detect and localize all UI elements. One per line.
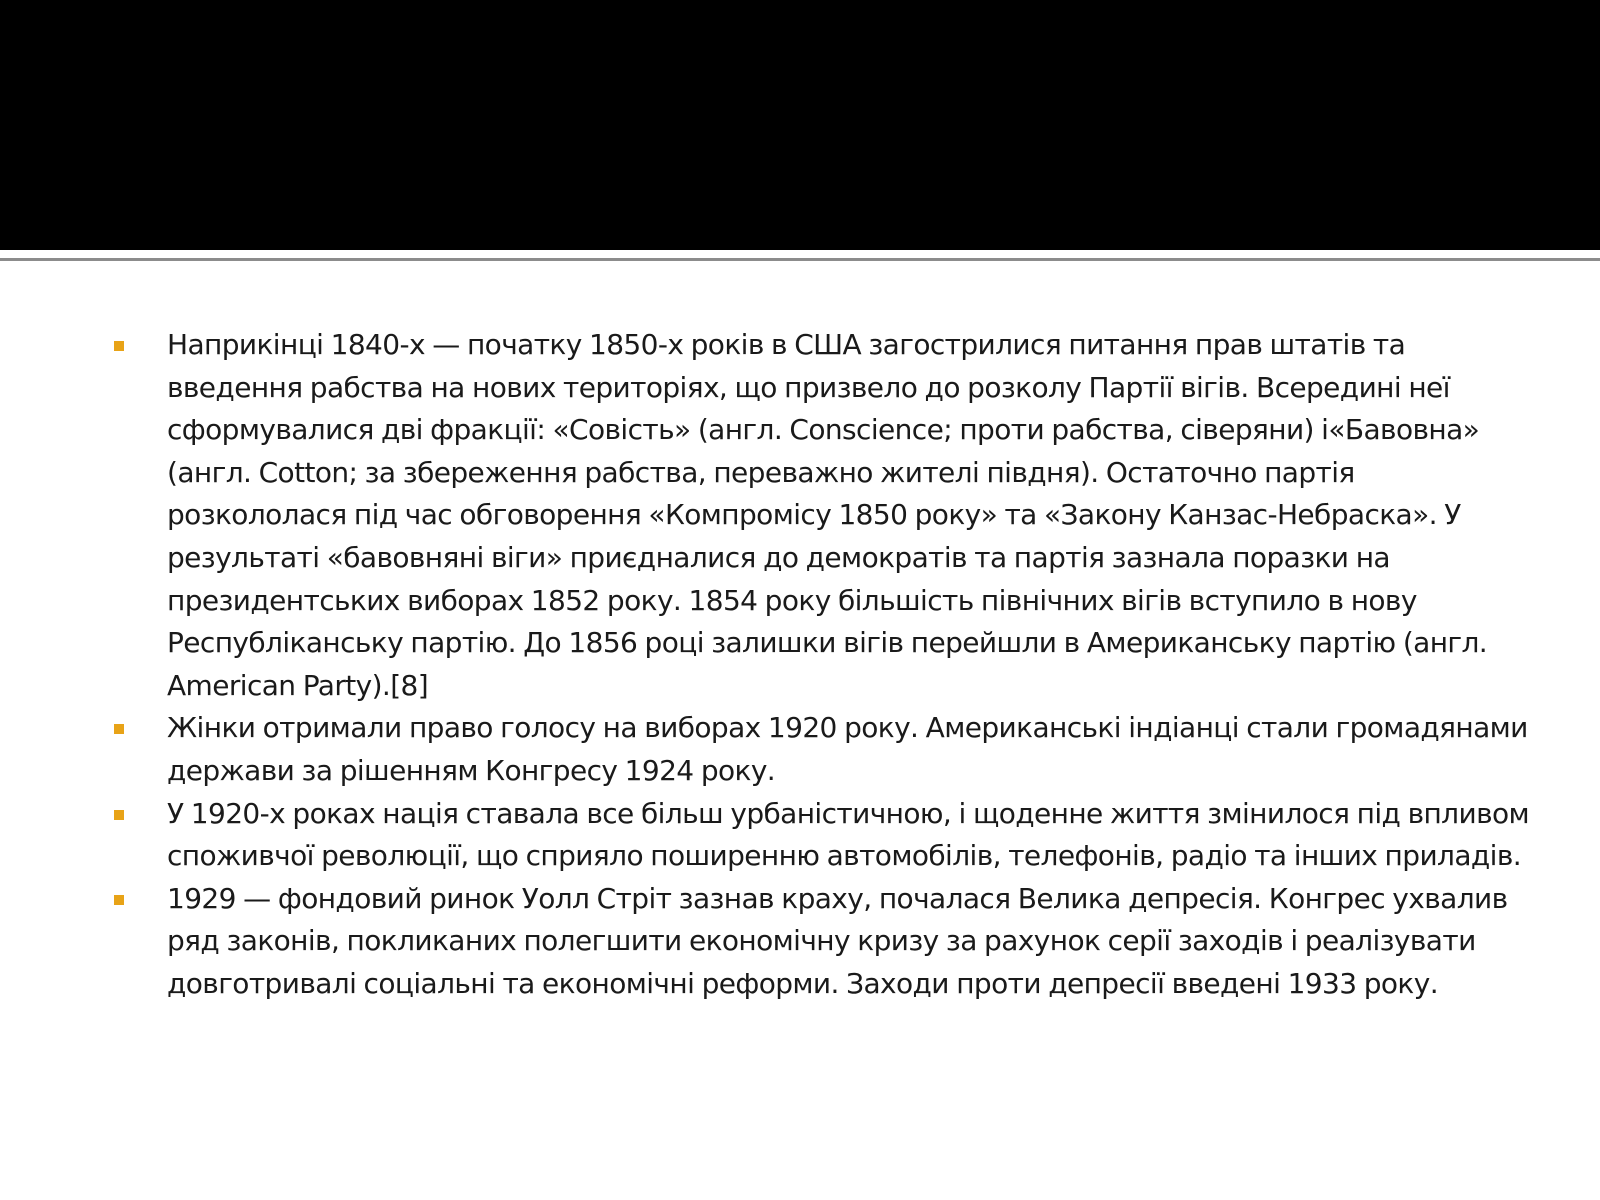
bullet-text: Жінки отримали право голосу на виборах 1920 року. Американські індіанці стали громадянами держави за рішенням Конгресу 1924 року. (167, 711, 1528, 787)
bullet-text: У 1920-х роках нація ставала все більш урбаністичною, і щоденне життя змінилося під впливом споживчої революції, що сприяло поширенню автомобілів, телефонів, радіо та інших приладів. (167, 796, 1530, 873)
bullet-list (110, 324, 1530, 1006)
list-item (110, 707, 1530, 792)
square-bullet-icon (114, 724, 124, 734)
list-item (110, 324, 1530, 707)
list-item (110, 793, 1530, 878)
title-divider-line (0, 258, 1600, 261)
list-item (110, 878, 1530, 1006)
square-bullet-icon (114, 810, 124, 820)
square-bullet-icon (114, 341, 124, 351)
bullet-text: Наприкінці 1840-х — початку 1850-х років в США загострилися питання прав штатів та введення рабства на нових територіях, що призвело до розколу Партії вігів. Всередині неї сформувалися дві фракції: «Совість» (англ. Conscience; проти рабства, сіверяни) і«Бавовна» (англ. Cotton; за збереження рабства, переважно жителі півдня). Остаточно партія розкололася під час обговорення «Компромісу 1850 року» та «Закону Канзас-Небраска». У результаті «бавовняні віги» приєдналися до демократів та партія зазнала поразки на президентських виборах 1852 року. 1854 року більшість північних вігів вступило в нову Республіканську партію. До 1856 році залишки вігів перейшли в Американську партію (англ. American Party).[8] (167, 328, 1488, 702)
title-band (0, 0, 1600, 250)
square-bullet-icon (114, 895, 124, 905)
bullet-text: 1929 — фондовий ринок Уолл Стріт зазнав краху, почалася Велика депресія. Конгрес ухвалив ряд законів, покликаних полегшити економічну кризу за рахунок серії заходів і реалізувати довготривалі соціальні та економічні реформи. Заходи проти депресії введені 1933 року. (167, 881, 1508, 1000)
